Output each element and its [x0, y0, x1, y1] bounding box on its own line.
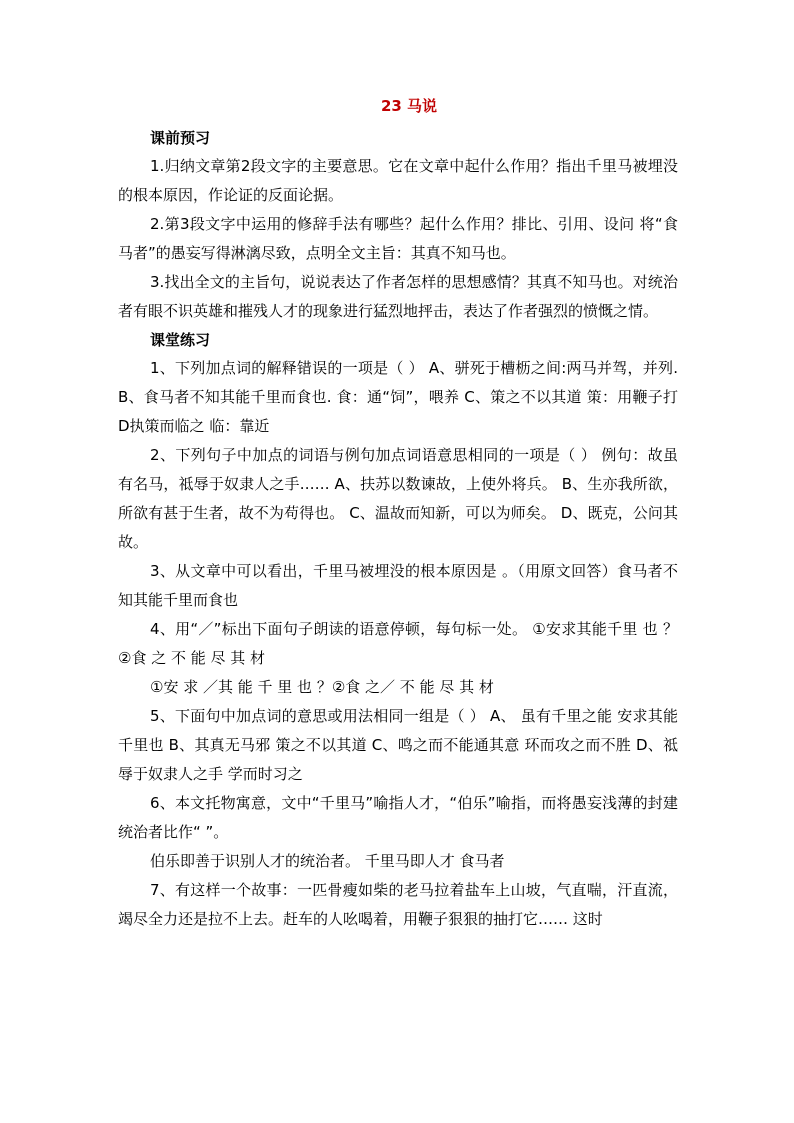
practice-question-6: 6、本文托物寓意，文中“千里马”喻指人才，“伯乐”喻指，而将愚妄浅薄的封建统治者比作“ ”。 — [118, 794, 678, 841]
practice-question-7: 7、有这样一个故事：一匹骨瘦如柴的老马拉着盐车上山坡，气直喘，汗直流，竭尽全力还是拉不上去。赶车的人吆喝着，用鞭子狠狠的抽打它…… 这时 — [118, 881, 678, 928]
section-heading-preview: 课前预习 — [150, 129, 211, 147]
section-heading-practice: 课堂练习 — [150, 331, 211, 349]
practice-question-4: 4、用“／”标出下面句子朗读的语意停顿，每句标一处。 ①安求其能千里 也 ？②食 之 不 能 尽 其 材 — [118, 620, 678, 667]
practice-question-5: 5、下面句中加点词的意思或用法相同一组是（ ） A、 虽有千里之能 安求其能千里也 B、其真无马邪 策之不以其道 C、鸣之而不能通其意 环而攻之而不胜 D、祗辱于奴隶人之手 学而时习之 — [118, 707, 678, 783]
practice-question-1: 1、下列加点词的解释错误的一项是（ ） A、骈死于槽枥之间:两马并驾，并列. B、食马者不知其能千里而食也. 食：通“饲”，喂养 C、策之不以其道 策：用鞭子打 D执策而临之 临：靠近 — [118, 359, 678, 435]
preview-question-1: 1.归纳文章第2段文字的主要意思。它在文章中起什么作用？指出千里马被埋没的根本原因，作论证的反面论据。 — [118, 157, 678, 204]
practice-answer-4: ①安 求 ／其 能 千 里 也 ？②食 之／ 不 能 尽 其 材 — [150, 678, 494, 696]
practice-answer-6: 伯乐即善于识别人才的统治者。 千里马即人才 食马者 — [150, 852, 505, 870]
preview-question-2: 2.第3段文字中运用的修辞手法有哪些？起什么作用？排比、引用、设问 将“食马者”的愚妄写得淋漓尽致，点明全文主旨：其真不知马也。 — [118, 215, 678, 262]
practice-question-3: 3、从文章中可以看出，千里马被埋没的根本原因是 。（用原文回答）食马者不知其能千里而食也 — [118, 562, 678, 609]
document-page — [118, 96, 678, 934]
page-title: 23 马说 — [380, 97, 438, 115]
practice-question-2: 2、下列句子中加点的词语与例句加点词语意思相同的一项是（ ） 例句：故虽有名马，祗辱于奴隶人之手…… A、扶苏以数谏故，上使外将兵。 B、生亦我所欲，所欲有甚于生者，故不为苟得也。 C、温故而知新，可以为师矣。 D、既克，公问其故。 — [118, 446, 678, 551]
preview-question-3: 3.找出全文的主旨句，说说表达了作者怎样的思想感情？其真不知马也。对统治者有眼不识英雄和摧残人才的现象进行猛烈地抨击，表达了作者强烈的愤慨之情。 — [118, 273, 678, 320]
